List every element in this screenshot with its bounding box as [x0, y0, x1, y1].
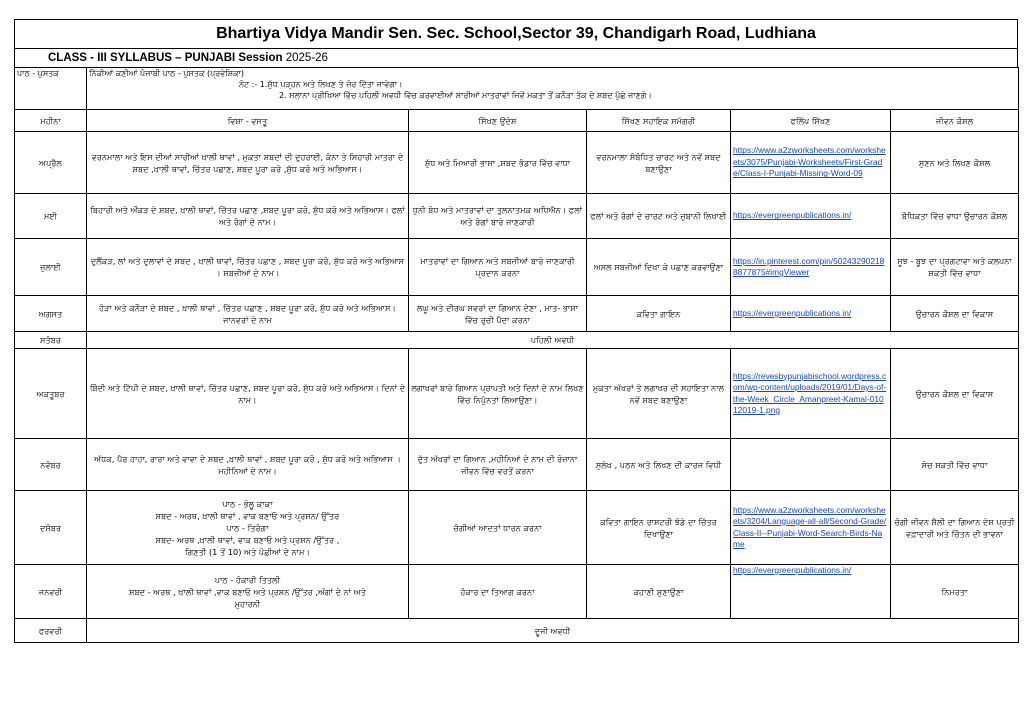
content-cell: ਹੋੜਾ ਅਤੇ ਕਨੌੜਾ ਦੇ ਸ਼ਬਦ , ਖ਼ਾਲੀ ਥਾਵਾਂ , ਚਿੱਤਰ ਪਛਾਣ , ਸ਼ਬਦ ਪੂਰਾ ਕਰੋ, ਸ਼ੁੱਧ ਕਰੋ ਅਤੇ ਅਭਿਆਸ। ਜਾਨਵਰਾਂ ਦੇ ਨਾਮ	[87, 296, 409, 332]
content-cell: ਅੱਧਕ, ਪੈਰ ਹਾਹਾ, ਰਾਰਾ ਅਤੇ ਵਾਵਾ ਦੇ ਸ਼ਬਦ ,ਖ਼ਾਲੀ ਥਾਵਾਂ , ਸ਼ਬਦ ਪੂਰਾ ਕਰੋ , ਸ਼ੁੱਧ ਕਰੋ ਅਤੇ ਅਭਿਆਸ । ਮਹੀਨਿਆਂ ਦੇ ਨਾਮ।	[87, 439, 409, 491]
col-header-flip: ਫਲਿੱਪ ਸਿੱਖਣ	[731, 110, 891, 132]
material-cell: ਕਹਾਣੀ ਸੁਣਾਉਣਾ	[587, 565, 731, 619]
table-row	[15, 439, 1019, 491]
table-row	[15, 565, 1019, 619]
table-row	[15, 332, 1019, 349]
content-cell: ਬਿਹਾਰੀ ਅਤੇ ਔਂਕੜ ਦੇ ਸ਼ਬਦ, ਖ਼ਾਲੀ ਥਾਵਾਂ, ਚਿੱਤਰ ਪਛਾਣ ,ਸ਼ਬਦ ਪੂਰਾ ਕਰੋ, ਸ਼ੁੱਧ ਕਰੋ ਅਤੇ ਅਭਿਆਸ। ਫਲਾਂ ਅਤੇ ਰੰਗਾਂ ਦੇ ਨਾਮ।	[87, 194, 409, 239]
objective-cell: ਮਾਤਰਾਵਾਂ ਦਾ ਗਿਆਨ ਅਤੇ ਸਬਜ਼ੀਆਂ ਬਾਰੇ ਜਾਣਕਾਰੀ ਪ੍ਰਦਾਨ ਕਰਨਾ	[409, 239, 587, 296]
content-line: ਪਾਠ - ਹੰਕਾਰੀ ਤਿਤਲੀ	[214, 574, 281, 585]
flip-link[interactable]: https://evergreenpublications.in/	[731, 296, 891, 332]
table-row	[15, 239, 1019, 296]
content-line: ਮੁਹਾਰਨੀ	[234, 598, 261, 609]
month-cell: ਅਕਤੂਬਰ	[15, 349, 87, 439]
class-label: CLASS - III SYLLABUS – PUNJABI	[48, 52, 236, 64]
content-line: ਸ਼ਬਦ- ਅਰਥ ,ਖ਼ਾਲੀ ਥਾਵਾਂ, ਵਾਕ ਬਣਾਓ ਅਤੇ ਪ੍ਰਸ਼ਨ /ਉੱਤਰ ,	[155, 534, 340, 545]
objective-cell: ਸ਼ੁੱਧ ਅਤੇ ਮਿਆਰੀ ਭਾਸ਼ਾ ,ਸ਼ਬਦ ਭੰਡਾਰ ਵਿੱਚ ਵਾਧਾ	[409, 132, 587, 194]
table-row	[15, 349, 1019, 439]
material-cell: ਕਵਿਤਾ ਗਾਇਨ ਰਾਸ਼ਟਰੀ ਝੰਡੇ ਦਾ ਚਿੱਤਰ ਦਿਖਾਉਣਾ	[587, 491, 731, 565]
table-row	[15, 296, 1019, 332]
material-cell: ਵਰਨਮਾਲਾ ਸੰਬੰਧਿਤ ਚਾਰਟ ਅਤੇ ਨਵੇਂ ਸ਼ਬਦ ਬਣਾਉਣਾ	[587, 132, 731, 194]
intro-note-1: ਨੋਟ :- 1.ਸ਼ੁੱਧ ਪੜ੍ਹਨ ਅਤੇ ਲਿਖਣ ਤੇ ਜ਼ੋਰ ਦਿੱਤਾ ਜਾਵੇਗਾ।	[239, 80, 403, 89]
table-row	[15, 619, 1019, 643]
skill-cell: ਚੰਗੀ ਜੀਵਨ ਸ਼ੈਲੀ ਦਾ ਗਿਆਨ ਦੇਸ਼ ਪ੍ਰਤੀ ਵਫ਼ਾਦਾਰੀ ਅਤੇ ਚਿੰਤਨ ਦੀ ਭਾਵਨਾ	[891, 491, 1019, 565]
col-header-objective: ਸਿੱਖਣ ਉਦੇਸ਼	[409, 110, 587, 132]
intro-book: ਨਿੱਕੀਆਂ ਕਣੀਆਂ ਪੰਜਾਬੀ ਪਾਠ - ਪੁਸਤਕ (ਪ੍ਰਵੇਸ਼ਿਕਾ)	[89, 69, 244, 78]
term-cell: ਪਹਿਲੀ ਅਵਧੀ	[87, 332, 1019, 349]
material-cell: ਮੁਕਤਾ ਅੱਖਰਾਂ ਤੇ ਲਗਾਖਰ ਦੀ ਸਹਾਇਤਾ ਨਾਲ ਨਵੇਂ ਸ਼ਬਦ ਬਣਾਉਣਾ	[587, 349, 731, 439]
col-header-content: ਵਿਸ਼ਾ - ਵਸਤੂ	[87, 110, 409, 132]
skill-cell: ਸੁਣਨ ਅਤੇ ਲਿਖਣ ਕੌਸ਼ਲ	[891, 132, 1019, 194]
intro-row	[15, 68, 1019, 110]
objective-cell: ਧੁਨੀ ਬੋਧ ਅਤੇ ਮਾਤਰਾਵਾਂ ਦਾ ਤੁਲਨਾਤਮਕ ਅਧਿਐਨ। ਫਲਾਂ ਅਤੇ ਰੰਗਾਂ ਬਾਰੇ ਜਾਣਕਾਰੀ	[409, 194, 587, 239]
flip-link[interactable]: https://www.a2zworksheets.com/worksheets/3204/Language-all-all/Second-Grade/Class-II--Punjabi-Word-Search-Birds-Name	[731, 491, 891, 565]
content-line: ਪਾਠ - ਭੋਲੂ ਕਾਕਾ	[222, 498, 273, 509]
flip-link[interactable]: https://in.pinterest.com/pin/502432902188877875#imgViewer	[731, 239, 891, 296]
table-row	[15, 491, 1019, 565]
flip-link[interactable]: https://evergreenpublications.in/	[731, 194, 891, 239]
table-row	[15, 194, 1019, 239]
material-cell: ਸੁਲੇਖ , ਪਠਨ ਅਤੇ ਲਿਖਣ ਦੀ ਕਾਰਜ ਵਿਧੀ	[587, 439, 731, 491]
content-cell	[87, 491, 409, 565]
session-label: Session	[238, 52, 283, 64]
class-session-line	[14, 49, 1018, 67]
content-line: ਗਿਣਤੀ (1 ਤੋਂ 10) ਅਤੇ ਪੰਛੀਆਂ ਦੇ ਨਾਮ।	[185, 546, 310, 557]
skill-cell: ਨਿਮਰਤਾ	[891, 565, 1019, 619]
term-cell: ਦੂਜੀ ਅਵਧੀ	[87, 619, 1019, 643]
col-header-month: ਮਹੀਨਾ	[15, 110, 87, 132]
col-header-material: ਸਿੱਖਣ ਸਹਾਇਕ ਸਮੱਗਰੀ	[587, 110, 731, 132]
objective-cell: ਚੰਗੀਆਂ ਆਦਤਾਂ ਧਾਰਨ ਕਰਨਾ	[409, 491, 587, 565]
header-row	[15, 110, 1019, 132]
skill-cell: ਸੂਝ - ਬੂਝ ਦਾ ਪ੍ਰਗਟਾਵਾ ਅਤੇ ਕਲਪਨਾ ਸ਼ਕਤੀ ਵਿੱਚ ਵਾਧਾ	[891, 239, 1019, 296]
material-cell: ਫਲਾਂ ਅਤੇ ਰੰਗਾਂ ਦੇ ਚਾਰਟ ਅਤੇ ਜ਼ੁਬਾਨੀ ਲਿਖਾਈ	[587, 194, 731, 239]
month-cell: ਜਨਵਰੀ	[15, 565, 87, 619]
objective-cell: ਦੁੱਤ ਅੱਖਰਾਂ ਦਾ ਗਿਆਨ ,ਮਹੀਨਿਆਂ ਦੇ ਨਾਮ ਦੀ ਰੋਜ਼ਾਨਾ ਜੀਵਨ ਵਿੱਚ ਵਰਤੋਂ ਕਰਨਾ	[409, 439, 587, 491]
intro-label: ਪਾਠ - ਪੁਸਤਕ	[15, 68, 87, 110]
intro-text	[87, 68, 1019, 110]
content-line: ਸ਼ਬਦ - ਅਰਥ , ਖ਼ਾਲੀ ਥਾਵਾਂ ,ਵਾਕ ਬਣਾਓ ਅਤੇ ਪ੍ਰਸ਼ਨ /ਉੱਤਰ ,ਅੰਗਾਂ ਦੇ ਨਾਂ ਅਤੇ	[129, 586, 366, 597]
flip-link[interactable]: https://evergreenpublications.in/	[731, 565, 891, 619]
objective-cell: ਲਗਾਖਰਾਂ ਬਾਰੇ ਗਿਆਨ ਪ੍ਰਾਪਤੀ ਅਤੇ ਦਿਨਾਂ ਦੇ ਨਾਮ ਲਿਖਣ ਵਿੱਚ ਨਿਪੁੰਨਤਾ ਲਿਆਉਣਾ।	[409, 349, 587, 439]
syllabus-table	[14, 67, 1019, 643]
skill-cell: ਉਚਾਰਨ ਕੌਸ਼ਲ ਦਾ ਵਿਕਾਸ	[891, 349, 1019, 439]
content-cell: ਬਿੰਦੀ ਅਤੇ ਟਿੱਪੀ ਦੇ ਸ਼ਬਦ, ਖ਼ਾਲੀ ਥਾਵਾਂ, ਚਿੱਤਰ ਪਛਾਣ, ਸ਼ਬਦ ਪੂਰਾ ਕਰੋ, ਸ਼ੁੱਧ ਕਰੋ ਅਤੇ ਅਭਿਆਸ। ਦਿਨਾਂ ਦੇ ਨਾਮ।	[87, 349, 409, 439]
skill-cell: ਸੋਚ ਸ਼ਕਤੀ ਵਿੱਚ ਵਾਧਾ	[891, 439, 1019, 491]
month-cell: ਜੁਲਾਈ	[15, 239, 87, 296]
table-row	[15, 132, 1019, 194]
material-cell: ਅਸਲ ਸਬਜ਼ੀਆਂ ਦਿਖਾ ਕੇ ਪਛਾਣ ਕਰਵਾਉਣਾ	[587, 239, 731, 296]
content-cell: ਦੁਲੈਂਕੜ, ਲਾਂ ਅਤੇ ਦੁਲਾਵਾਂ ਦੇ ਸ਼ਬਦ , ਖ਼ਾਲੀ ਥਾਵਾਂ, ਚਿੱਤਰ ਪਛਾਣ , ਸ਼ਬਦ ਪੂਰਾ ਕਰੋ, ਸ਼ੁੱਧ ਕਰੋ ਅਤੇ ਅਭਿਆਸ । ਸਬਜ਼ੀਆਂ ਦੇ ਨਾਮ।	[87, 239, 409, 296]
content-cell: ਵਰਨਮਾਲਾ ਅਤੇ ਇਸ ਦੀਆਂ ਸਾਰੀਆਂ ਖ਼ਾਲੀ ਥਾਵਾਂ , ਮੁਕਤਾ ਸ਼ਬਦਾਂ ਦੀ ਦੁਹਰਾਈ, ਕੰਨਾ ਤੇ ਸਿਹਾਰੀ ਮਾਤਰਾ ਦੇ ਸ਼ਬਦ ,ਖ਼ਾਲੀ ਥਾਵਾਂ, ਚਿੱਤਰ ਪਛਾਣ, ਸ਼ਬਦ ਪੂਰਾ ਕਰੋ ,ਸ਼ੁੱਧ ਕਰੋ ਅਤੇ ਅਭਿਆਸ।	[87, 132, 409, 194]
month-cell: ਸਤੰਬਰ	[15, 332, 87, 349]
flip-link[interactable]: https://revesbypunjabischool.wordpress.com/wp-content/uploads/2019/01/Days-of-the-Week_Circle_Amanpreet-Kamal-01012019-1.png	[731, 349, 891, 439]
content-line: ਪਾਠ - ਤਿਰੰਗਾ	[226, 522, 269, 533]
month-cell: ਮਈ	[15, 194, 87, 239]
month-cell: ਦਸੰਬਰ	[15, 491, 87, 565]
month-cell: ਅਪ੍ਰੈਲ	[15, 132, 87, 194]
session-year: 2025-26	[285, 52, 328, 64]
month-cell: ਅਗਸਤ	[15, 296, 87, 332]
objective-cell: ਲਘੂ ਅਤੇ ਦੀਰਘ ਸਵਰਾਂ ਦਾ ਗਿਆਨ ਦੇਣਾ , ਮਾਤ- ਭਾਸ਼ਾ ਵਿੱਚ ਰੁਚੀ ਪੈਦਾ ਕਰਨਾ	[409, 296, 587, 332]
skill-cell: ਬੌਧਿਕਤਾ ਵਿੱਚ ਵਾਧਾ ਉਚਾਰਨ ਕੌਸ਼ਲ	[891, 194, 1019, 239]
flip-link[interactable]: https://www.a2zworksheets.com/worksheets/3075/Punjabi-Worksheets/First-Grade/Class-I-Punjabi-Missing-Word-09	[731, 132, 891, 194]
syllabus-page	[14, 19, 1018, 643]
intro-note-2: 2. ਸਲਾਨਾ ਪ੍ਰੀਖਿਆ ਵਿੱਚ ਪਹਿਲੀ ਅਵਧੀ ਵਿੱਚ ਕਰਵਾਈਆਂ ਸਾਰੀਆਂ ਮਾਤਰਾਵਾਂ ਜਿਵੇਂ ਮਕਤਾ ਤੋਂ ਕਨੌੜਾ ਤੱਕ ਦੇ ਸ਼ਬਦ ਪੁੱਛੇ ਜਾਣਗੇ।	[279, 91, 652, 100]
objective-cell: ਹੰਕਾਰ ਦਾ ਤਿਆਗ ਕਰਨਾ	[409, 565, 587, 619]
content-line: ਸ਼ਬਦ - ਅਰਥ, ਖ਼ਾਲੀ ਥਾਵਾਂ , ਵਾਕ ਬਣਾਓ ਅਤੇ ਪ੍ਰਸ਼ਨ/ ਉੱਤਰ	[155, 510, 340, 521]
month-cell: ਨਵੰਬਰ	[15, 439, 87, 491]
month-cell: ਫਰਵਰੀ	[15, 619, 87, 643]
skill-cell: ਉਚਾਰਨ ਕੌਸ਼ਲ ਦਾ ਵਿਕਾਸ	[891, 296, 1019, 332]
content-cell	[87, 565, 409, 619]
material-cell: ਕਵਿਤਾ ਗਾਇਨ	[587, 296, 731, 332]
flip-link	[731, 439, 891, 491]
col-header-skill: ਜੀਵਨ ਕੌਸ਼ਲ	[891, 110, 1019, 132]
school-title: Bhartiya Vidya Mandir Sen. Sec. School,Sector 39, Chandigarh Road, Ludhiana	[14, 19, 1018, 49]
